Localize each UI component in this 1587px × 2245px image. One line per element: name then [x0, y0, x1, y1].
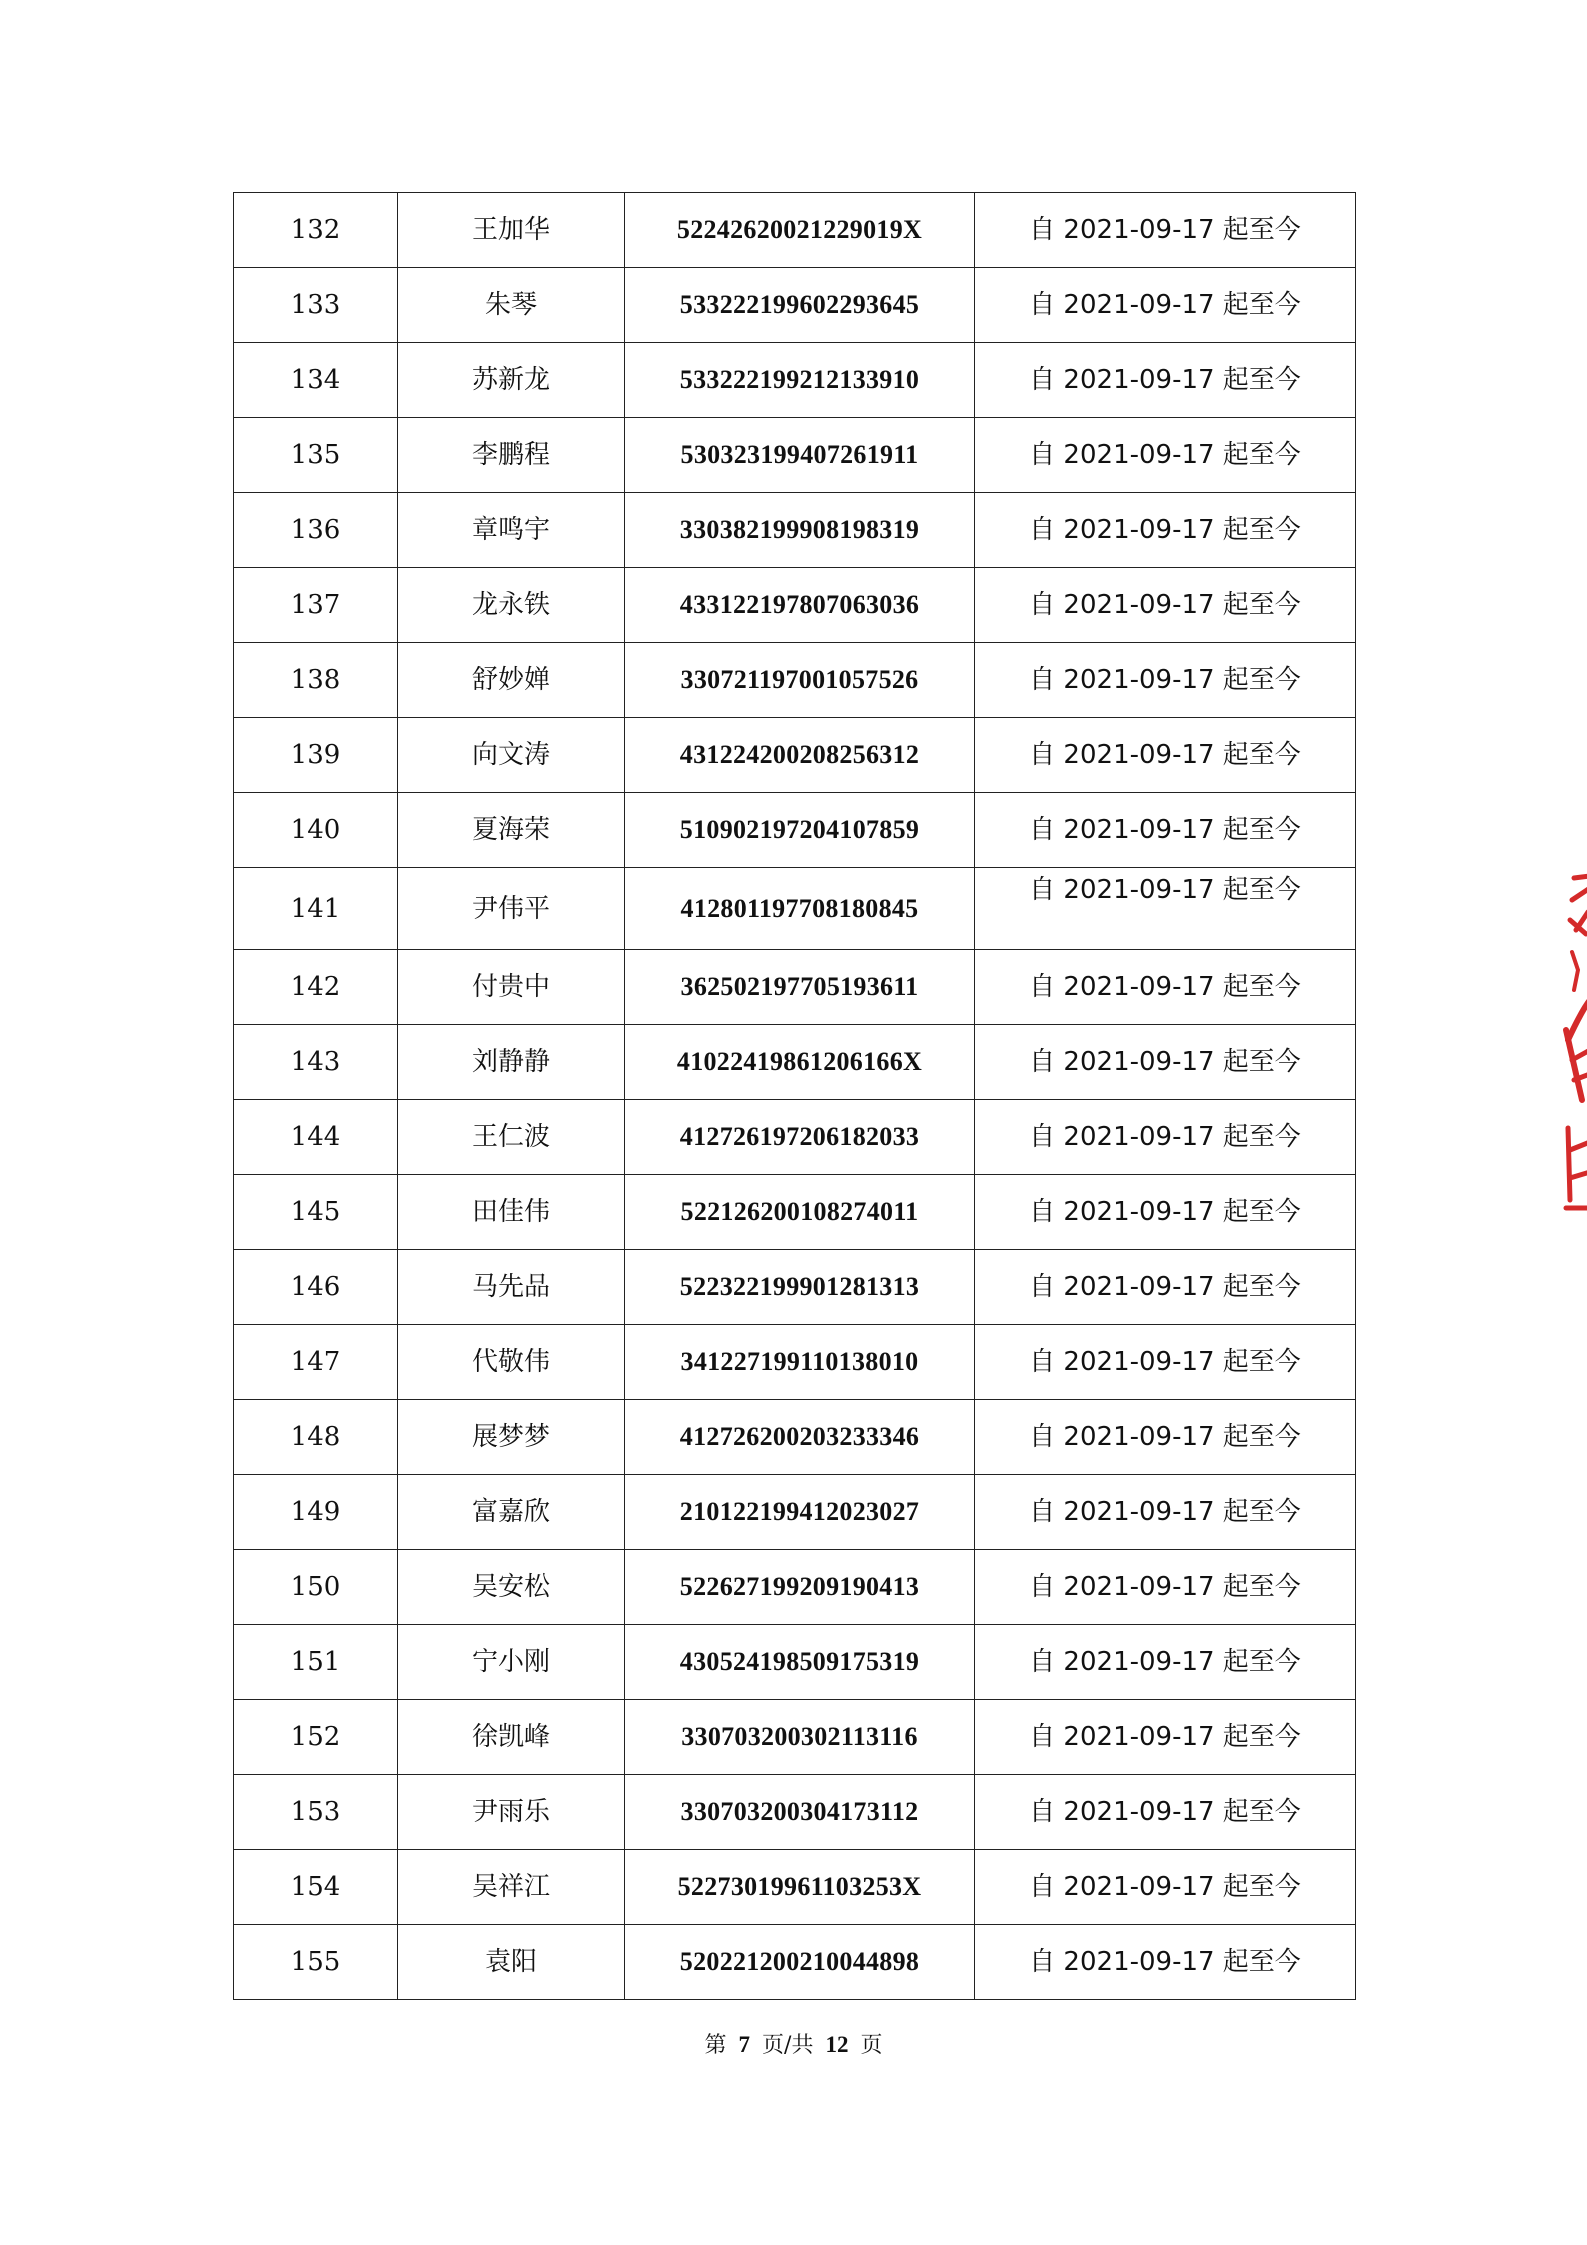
effective-date: 自 2021-09-17 起至今	[975, 268, 1356, 343]
effective-date: 自 2021-09-17 起至今	[975, 1475, 1356, 1550]
row-number: 147	[234, 1325, 398, 1400]
person-name: 刘静静	[398, 1025, 625, 1100]
effective-date: 自 2021-09-17 起至今	[975, 1550, 1356, 1625]
id-number: 433122197807063036	[625, 568, 975, 643]
row-number: 149	[234, 1475, 398, 1550]
effective-date: 自 2021-09-17 起至今	[975, 1400, 1356, 1475]
effective-date: 自 2021-09-17 起至今	[975, 643, 1356, 718]
id-number: 330721197001057526	[625, 643, 975, 718]
id-number: 522322199901281313	[625, 1250, 975, 1325]
id-number: 52273019961103253X	[625, 1850, 975, 1925]
row-number: 148	[234, 1400, 398, 1475]
table-row	[234, 268, 1356, 343]
person-name: 向文涛	[398, 718, 625, 793]
footer-prefix: 第	[704, 2033, 727, 2058]
effective-date: 自 2021-09-17 起至今	[975, 1850, 1356, 1925]
person-name: 舒妙婵	[398, 643, 625, 718]
table-row	[234, 1625, 1356, 1700]
effective-date: 自 2021-09-17 起至今	[975, 1700, 1356, 1775]
id-number: 430524198509175319	[625, 1625, 975, 1700]
id-number: 330703200302113116	[625, 1700, 975, 1775]
id-number: 530323199407261911	[625, 418, 975, 493]
table-row	[234, 643, 1356, 718]
id-number: 520221200210044898	[625, 1925, 975, 2000]
id-number: 533222199212133910	[625, 343, 975, 418]
table-row	[234, 1550, 1356, 1625]
person-name: 袁阳	[398, 1925, 625, 2000]
table-row	[234, 1925, 1356, 2000]
table-row	[234, 343, 1356, 418]
person-name: 宁小刚	[398, 1625, 625, 1700]
effective-date: 自 2021-09-17 起至今	[975, 950, 1356, 1025]
effective-date: 自 2021-09-17 起至今	[975, 493, 1356, 568]
effective-date: 自 2021-09-17 起至今	[975, 1325, 1356, 1400]
person-name: 王加华	[398, 193, 625, 268]
row-number: 137	[234, 568, 398, 643]
person-name: 富嘉欣	[398, 1475, 625, 1550]
id-number: 522126200108274011	[625, 1175, 975, 1250]
person-name: 尹伟平	[398, 868, 625, 950]
id-number: 431224200208256312	[625, 718, 975, 793]
effective-date: 自 2021-09-17 起至今	[975, 568, 1356, 643]
id-number: 533222199602293645	[625, 268, 975, 343]
table-row	[234, 1325, 1356, 1400]
table-row	[234, 1025, 1356, 1100]
page-footer	[0, 2028, 1587, 2059]
table-row	[234, 950, 1356, 1025]
person-name: 苏新龙	[398, 343, 625, 418]
person-name: 吴安松	[398, 1550, 625, 1625]
table-row	[234, 868, 1356, 950]
effective-date: 自 2021-09-17 起至今	[975, 793, 1356, 868]
table-row	[234, 193, 1356, 268]
table-row	[234, 1700, 1356, 1775]
roster-table-body	[234, 193, 1356, 2000]
id-number: 522627199209190413	[625, 1550, 975, 1625]
table-row	[234, 1175, 1356, 1250]
total-pages-number: 12	[825, 2032, 849, 2057]
person-name: 王仁波	[398, 1100, 625, 1175]
effective-date: 自 2021-09-17 起至今	[975, 1775, 1356, 1850]
person-name: 尹雨乐	[398, 1775, 625, 1850]
row-number: 132	[234, 193, 398, 268]
person-name: 展梦梦	[398, 1400, 625, 1475]
row-number: 145	[234, 1175, 398, 1250]
table-row	[234, 418, 1356, 493]
row-number: 142	[234, 950, 398, 1025]
row-number: 133	[234, 268, 398, 343]
seal-stamp-fragment	[1560, 860, 1587, 1220]
id-number: 341227199110138010	[625, 1325, 975, 1400]
effective-date: 自 2021-09-17 起至今	[975, 868, 1356, 950]
row-number: 152	[234, 1700, 398, 1775]
table-row	[234, 1100, 1356, 1175]
effective-date: 自 2021-09-17 起至今	[975, 1175, 1356, 1250]
row-number: 151	[234, 1625, 398, 1700]
id-number: 52242620021229019X	[625, 193, 975, 268]
row-number: 138	[234, 643, 398, 718]
effective-date: 自 2021-09-17 起至今	[975, 1925, 1356, 2000]
person-name: 田佳伟	[398, 1175, 625, 1250]
id-number: 210122199412023027	[625, 1475, 975, 1550]
id-number: 510902197204107859	[625, 793, 975, 868]
effective-date: 自 2021-09-17 起至今	[975, 718, 1356, 793]
person-name: 朱琴	[398, 268, 625, 343]
id-number: 412801197708180845	[625, 868, 975, 950]
effective-date: 自 2021-09-17 起至今	[975, 418, 1356, 493]
row-number: 150	[234, 1550, 398, 1625]
row-number: 141	[234, 868, 398, 950]
table-row	[234, 718, 1356, 793]
id-number: 41022419861206166X	[625, 1025, 975, 1100]
row-number: 146	[234, 1250, 398, 1325]
effective-date: 自 2021-09-17 起至今	[975, 1250, 1356, 1325]
id-number: 362502197705193611	[625, 950, 975, 1025]
row-number: 154	[234, 1850, 398, 1925]
table-row	[234, 1250, 1356, 1325]
person-name: 徐凯峰	[398, 1700, 625, 1775]
id-number: 330382199908198319	[625, 493, 975, 568]
row-number: 139	[234, 718, 398, 793]
row-number: 143	[234, 1025, 398, 1100]
person-name: 李鹏程	[398, 418, 625, 493]
effective-date: 自 2021-09-17 起至今	[975, 1025, 1356, 1100]
id-number: 412726197206182033	[625, 1100, 975, 1175]
roster-table	[233, 192, 1356, 2000]
footer-suffix: 页	[860, 2033, 883, 2058]
table-row	[234, 568, 1356, 643]
row-number: 153	[234, 1775, 398, 1850]
row-number: 135	[234, 418, 398, 493]
effective-date: 自 2021-09-17 起至今	[975, 1100, 1356, 1175]
row-number: 136	[234, 493, 398, 568]
footer-middle: 页/共	[762, 2033, 814, 2058]
effective-date: 自 2021-09-17 起至今	[975, 1625, 1356, 1700]
person-name: 马先品	[398, 1250, 625, 1325]
row-number: 134	[234, 343, 398, 418]
person-name: 章鸣宇	[398, 493, 625, 568]
table-row	[234, 1850, 1356, 1925]
effective-date: 自 2021-09-17 起至今	[975, 343, 1356, 418]
person-name: 龙永铁	[398, 568, 625, 643]
row-number: 144	[234, 1100, 398, 1175]
table-row	[234, 1400, 1356, 1475]
person-name: 代敬伟	[398, 1325, 625, 1400]
current-page-number: 7	[738, 2032, 751, 2057]
table-row	[234, 1775, 1356, 1850]
row-number: 140	[234, 793, 398, 868]
table-row	[234, 493, 1356, 568]
table-row	[234, 1475, 1356, 1550]
person-name: 夏海荣	[398, 793, 625, 868]
id-number: 330703200304173112	[625, 1775, 975, 1850]
row-number: 155	[234, 1925, 398, 2000]
person-name: 吴祥江	[398, 1850, 625, 1925]
table-row	[234, 793, 1356, 868]
effective-date: 自 2021-09-17 起至今	[975, 193, 1356, 268]
id-number: 412726200203233346	[625, 1400, 975, 1475]
person-name: 付贵中	[398, 950, 625, 1025]
